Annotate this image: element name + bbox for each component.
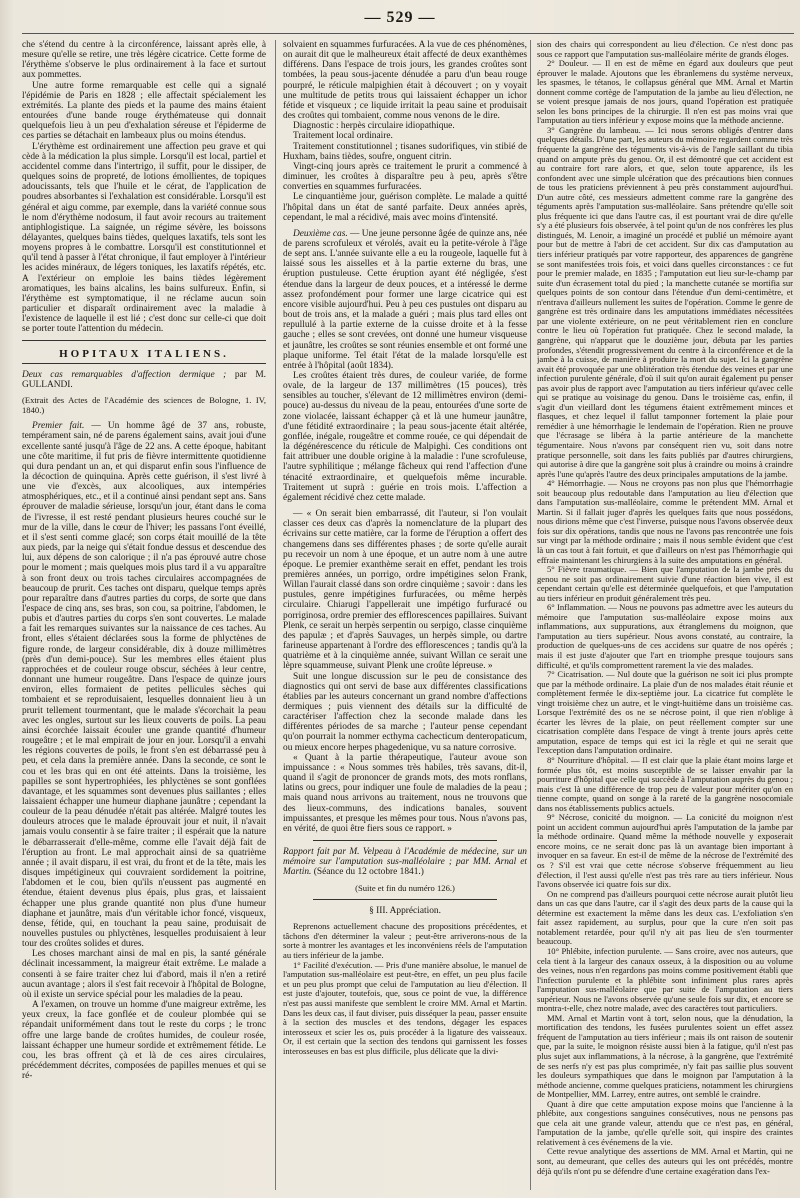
paragraph: 10° Phlébite, infection purulente. — Sans croire, avec nos auteurs, que cela tient à la largeur des canaux osseux, à la disposition ou au volume des veines, nous n'en regardons pas moins comme positivement établi que l'infection purulente et la phlébite sont infiniment plus rares après l'amputation sus-malléolaire que par suite de l'amputation au tiers supérieur. Nous ne l'avons observée qu'une seule fois sur dix, et encore se montra-t-elle, chez notre malade, avec des caractères tout particuliers.: [537, 945, 793, 1014]
paragraph: 9° Nécrose, conicité du moignon. — La conicité du moignon n'est point un accident commun aujourd'hui après l'amputation de la jambe par la méthode ordinaire. Quand même la méthode nouvelle y exposerait encore moins, ce ne serait donc pas là un avantage bien important à invoquer en sa faveur. En est-il de même de la nécrose de l'extrémité des os ? S'il est vrai que cette nécrose s'observe fréquemment au lieu d'élection, il l'est aussi qu'elle n'est pas très rare au tiers inférieur. Nous l'avons observée ici quatre fois sur dix.: [537, 812, 793, 890]
paragraph: solvaient en squammes furfuracées. A la vue de ces phénomènes, on aurait dit que le malheureux était affecté de deux exanthèmes différens. Dans l'espace de trois jours, les grandes croûtes sont tombées, la peau sous-jacente dénudée a paru d'un beau rouge pourpré, le réticule malpighien était à découvert ; on y voyait une multitude de petits trous qui laissaient échapper un ichor fétide et visqueux ; ce liquide irritait la peau saine et produisait des croûtes qui tombaient, comme nous venons de le dire.: [283, 40, 527, 122]
paragraph: On ne comprend pas d'ailleurs pourquoi cette nécrose aurait plutôt lieu dans un cas que dans l'autre, car il s'agit des deux parts de la cause qui la détermine est exactement la même dans les deux cas. L'exfoliation s'en fait assez rapidement, au surplus, pour que la cure n'en soit pas notablement retardée, pour qu'il n'y ait pas lieu de s'en tourmenter beaucoup.: [537, 888, 793, 947]
column-1: [22, 40, 266, 1190]
continued-note: (Suite et fin du numéro 126.): [355, 882, 455, 893]
column-divider: [530, 40, 531, 1190]
paragraph: L'érythème est ordinairement une affection peu grave et qui cède à la médication la plus simple. Lorsqu'il est local, partiel et accidentel comme dans l'intertrigo, il suffit, pour le dissiper, de quelques soins de propreté, de lotions émollientes, de topiques adoucissants, tels que l'huile et le cérat, de l'application de poudres absorbantes si l'exhalation est considérable. Lorsqu'il est général et aigu comme, par exemple, dans la variété connue sous le nom d'érythème nodosum, il faut avoir recours au traitement antiphlogistique. La saignée, un régime sévère, les boissons délayantes, quelques bains tièdes, quelques laxatifs, tels sont les moyens propres à le combattre. Lorsqu'il est constitutionnel et qu'il tend à passer à l'état chronique, il faut employer à l'intérieur les acides minéraux, de légers toniques, les laxatifs répétés, etc. A l'extérieur on emploie les bains tièdes légèrement aromatiques, les bains alcalins, les bains sulfureux. Enfin, si l'érythème est symptomatique, il ne réclame aucun soin particulier et disparaît ordinairement avec la maladie à l'existence de laquelle il est lié ; c'est donc sur celle-ci que doit se porter toute l'attention du médecin.: [22, 141, 266, 335]
paragraph: Le cinquantième jour, guérison complète. Le malade a quitté l'hôpital dans un état de santé parfaite. Deux années après, cependant, le mal a récidivé, mais avec moins d'intensité.: [283, 192, 527, 223]
paragraph: che s'étend du centre à la circonférence, laissant après elle, à mesure qu'elle se retire, une très légère cicatrice. Cette forme de l'érythème s'observe le plus ordinairement à la face et surtout aux pommettes.: [22, 40, 266, 81]
paragraph: Vingt-cinq jours après ce traitement le prurit a commencé à diminuer, les croûtes à disparaître peu à peu, après s'être converties en squammes furfuracées.: [283, 161, 527, 193]
paragraph: — Un homme âgé de 37 ans, robuste, tempérament sain, né de parens également sains, avait joui d'une excellente santé jusqu'à l'âge de 22 ans. A cette époque, habitant une côte maritime, il fut pris de fièvre intermittente quotidienne qui dura pendant un an, et qui disparut enfin sous l'influence de la décoction de quinquina. Après cette guérison, il s'est livré à une vie d'excès, aux alcooliques, aux intempéries atmosphériques, etc., et il a continué ainsi pendant sept ans. Sans éprouver de maladie sérieuse, lorsqu'un jour, étant dans le coma de l'ivresse, il est resté pendant plusieurs heures couché sur le mur de la ville, dans le cœur de l'hiver; les passans l'ont éveillé, et il s'est senti comme glacé; son corps était mouillé de la tête aux pieds, par la neige qui s'était fondue dessus et descendue des lui, aux dépens de son calorique ; il n'a pas éprouvé autre chose pour le moment ; mais quelques mois plus tard il a vu apparaître à son front deux ou trois taches circulaires accompagnées de beaucoup de prurit. Ces taches ont disparu, quelque temps après pour reparaître dans d'autres parties du corps, de sorte que dans l'espace de cinq ans, ses bras, son cou, sa poitrine, l'abdomen, le pubis et d'autres parties du corps s'en sont couvertes. Le malade a fait les remarques suivantes sur la naissance de ces taches. Au front, elles s'étaient déclarées sous la forme de phlyctènes de figure ronde, de largeur considérable, dix à douze millimètres (près d'un demi-pouce). Sur les membres elles étaient plus rapprochées et de couleur rouge obscur, séchées à leur centre, donnant une humeur rougeâtre. Dans l'espace de quinze jours environ, elles formaient de petites pellicules sèches qui tombaient et se reproduisaient, lesquelles donnaient lieu à un prurit tellement tourmentant, que le malade s'écorchait la peau avec les ongles, surtout sur les lieux couverts de poils. La peau ainsi écorchée laissait écouler une grande quantité d'humeur rougeâtre ; et le mal empirait de jour en jour. Lorsqu'il a envahi les régions couvertes de poils, le front s'en est débarrassé peu à peu, et cela dans la première année. Dans la seconde, ce sont le cou et les bras qui en ont été atteints. Dans la troisième, les papilles se sont hypertrophiées, les phlyctènes se sont gonflées davantage, et les squammes sont devenues plus saillantes ; elles laissaient échapper une humeur diaphane jaunâtre ; cependant la couleur de la peau dénudée n'était pas altérée. Malgré toutes les douleurs atroces que le malade éprouvait jour et nuit, il n'avait jamais voulu consentir à se faire traiter ; il espérait que la nature le débarrasserait d'elle-même, comme elle l'avait déjà fait de l'éruption au front. Le mal approchait ainsi de sa quatrième année ; il avait disparu, il est vrai, du front et de la tête, mais les disques impétigineux qui couvraient sordidement la poitrine, l'abdomen et le cou, bien qu'ils n'eussent pas augmenté en étendue, étaient devenus plus épais, plus gras, et laissaient échapper une plus grande quantité non plus d'une humeur diaphane et jaunâtre, mais d'un véritable ichor foncé, visqueux, dense, fétide, qui, en touchant la peau saine, produisait de nouvelles pustules ou phlyctènes, lesquelles produisaient à leur tour des croûtes solides et dures.: [22, 421, 266, 950]
article-title: Deux cas remarquables d'affection dermique ;: [22, 369, 227, 380]
section-rule: [22, 363, 266, 364]
article-author: par M. GULLANDI.: [22, 369, 266, 390]
paragraph: Une autre forme remarquable est celle qui a signalé l'épidémie de Paris en 1828 ; elle affectait spécialement les extrémités. La plante des pieds et la paume des mains étaient entourées d'une bande rouge érythémateuse qui donnait quelquefois lieu à un peu d'exhalation séreuse et l'épiderme de ces parties se détachait en lambeaux plus ou moins étendus.: [22, 80, 266, 142]
column-3: [537, 40, 793, 1190]
section-rule: [313, 899, 497, 900]
paragraph: Suit une longue discussion sur le peu de consistance des diagnostics qui ont servi de base aux différentes classifications établies par les auteurs concernant un grand nombre d'affections dermiques ; puis viennent des détails sur la difficulté de caractériser l'affection chez la seconde malade dans les différentes périodes de sa marche ; l'auteur pense cependant qu'on pourrait la nommer ecthyma cachecticum denteropaticum, ou mieux encore herpes phagedenique, vu sa nature corrosive.: [283, 671, 527, 753]
case-label: Premier fait.: [32, 421, 85, 432]
report-title: Rapport fait par M. Velpeau à l'Académie de médecine, sur un mémoire sur l'amputation sus-malléolaire ; par MM. Arnal et Martin.: [283, 847, 527, 878]
column-2: [283, 40, 527, 1190]
paragraph: Cette revue analytique des assertions de MM. Arnal et Martin, qui ne sont, au demeurant, que celles des auteurs qui les ont précédés, montre déjà qu'ils n'ont pu se défendre d'une certaine exagération dans l'ex-: [537, 1146, 793, 1176]
subsection-title: § III. Appréciation.: [369, 906, 441, 917]
paragraph: Les croûtes étaient très dures, de couleur variée, de forme ovale, de la largeur de 137 millimètres (15 pouces), très sensibles au toucher, s'élevant de 12 millimètres environ (demi-pouce) au-dessus du niveau de la peau, entourées d'une sorte de zone violacée, laissant échapper çà et là une humeur jaunâtre, d'une fétidité extraordinaire ; la peau sous-jacente était altérée, gonflée, inégale, rougeâtre et comme rouée, ce qui dépendait de la dégénérescence du réticule de Malpighi. Ces conditions ont fait attribuer une double origine à la maladie : l'une scrofuleuse, l'autre syphilitique ; mélange fâcheux qui rend l'affection d'une ténacité extraordinaire, et quelquefois même incurable. Traitement ut suprà : guérie en trois mois. L'affection a également récidivé chez cette malade.: [283, 371, 527, 503]
header-rule: [22, 33, 794, 34]
column-divider: [275, 40, 276, 1190]
report-date: (Séance du 12 octobre 1841.): [311, 867, 424, 878]
paragraph: A l'examen, on trouve un homme d'une maigreur extrême, les yeux creux, la face gonflée et de couleur plombée qui se répandait uniformément dans tout le reste du corps ; le tronc offre une large bande de croûtes humides, de couleur rosée, laissant échapper une humeur sordide et extrêmement fétide. Le cou, les bras offrent çà et là de ces aires circulaires, précédemment décrites, composées de papilles menues et qui se ré-: [22, 1000, 266, 1082]
paragraph: 8° Nourriture d'hôpital. — Il est clair que la plaie étant moins large et formée plus tôt, est moins susceptible de se laisser envahir par la pourriture d'hôpital que celle qui succède à l'amputation auprès du genou ; mais c'est là une différence de trop peu de valeur pour mériter qu'on en tienne compte, quand on songe à la rareté de la gangrène nosocomiale dans nos établissements publics actuels.: [537, 755, 793, 813]
section-title: HOPITAUX ITALIENS.: [59, 347, 229, 360]
paragraph: — Une jeune personne âgée de quinze ans, née de parens scrofuleux et vérolés, avait eu la petite-vérole à l'âge de sept ans. L'année suivante elle a eu la rougeole, laquelle fut à laissé sous les aisselles et à la partie externe du bras, une éruption pustuleuse. Cette éruption ayant été négligée, s'est étendue dans la largeur de deux pouces, et a intéressé le derme assez profondément pour former une large cicatrice qui est encore visible aujourd'hui. Peu à peu ces pustules ont disparu au bout de trois ans, et la malade a guéri ; mais plus tard elles ont repullulé à la partie externe de la cuisse droite et à la fesse gauche ; elles se sont crevées, ont donné une humeur visqueuse et jaunâtre, les croûtes se sont réunies ensemble et ont formé une plaque uniforme. Tel était l'état de la malade lorsqu'elle est entrée à l'hôpital (août 1834).: [283, 228, 527, 371]
paragraph: « Quant à la partie thérapeutique, l'auteur avoue son impuissance : « Nous sommes très habiles, très savans, dit-il, quand il s'agit de prononcer de grands mots, des mots ronflans, latins ou grecs, pour indiquer une foule de maladies de la peau ; mais quand nous arrivons au traitement, nous ne trouvons que des lieux-communs, des indications banales, souvent impuissantes, et presque les mêmes pour tous. Nous n'avons pas, en vérité, de quoi être fiers sous ce rapport. »: [283, 752, 527, 834]
paragraph: Quant à dire que cette amputation expose moins que l'ancienne à la phlébite, aux congestions sanguines consécutives, nous ne pensons pas que cela ait une grande valeur, attendu que ce n'est pas, en général, l'amputation de la jambe, qu'elle qu'elle soit, qui inspire des craintes relativement à ces événemens de la vie.: [537, 1098, 793, 1147]
section-rule: [22, 340, 266, 341]
paragraph: Traitement local ordinaire.: [293, 131, 393, 142]
page-number: — 529 —: [364, 9, 436, 26]
paragraph: 2° Douleur. — Il en est de même en égard aux douleurs que peut éprouver le malade. Ajoutons que les ébranlemens du système nerveux, les spasmes, le tétanos, le collapsus général que MM. Arnal et Martin donnent comme cortège de l'amputation de la jambe au lieu d'élection, ne se voient presque jamais de nos jours, quand l'opération est pratiquée selon les bons principes de la chirurgie. Il n'en est pas moins vrai que l'amputation au tiers inférieur y expose moins que la méthode ancienne.: [537, 58, 793, 126]
paragraph: 4° Hémorrhagie. — Nous ne croyons pas non plus que l'hémorrhagie soit beaucoup plus redoutable dans l'amputation au lieu d'élection que dans l'amputation sus-malléolaire, comme le prétendent MM. Arnal et Martin. Si il fallait juger d'après les quelques faits que nous possédons, nous dirions même que c'est l'inverse, puisque nous l'avons observée deux fois sur dix opérations, tandis que nous ne l'avons pas rencontrée une fois sur vingt par la méthode ordinaire ; mais il nous semble évident que c'est là un cas tout à fait fortuit, et que d'ailleurs on n'est pas l'hémorrhagie qui effraie maintenant les chirurgiens à la suite des amputations en général.: [537, 478, 793, 565]
paragraph: Les choses marchant ainsi de mal en pis, la santé générale déclinait incessamment, la maigreur était extrême. Le malade a consenti à se faire traiter chez lui d'abord, mais il n'en a retiré aucun avantage ; alors il s'est fait recevoir à l'hôpital de Bologne, où il existe un service spécial pour les maladies de la peau.: [22, 949, 266, 1000]
paragraph: 1° Facilité d'exécution. — Pris d'une manière absolue, le manuel de l'amputation sus-malléolaire est peut-être, en effet, un peu plus facile et un peu plus prompt que celui de l'amputation au lieu d'élection. Il est juste d'ajouter, toutefois, que, sous ce point de vue, la différence n'est pas aussi manifeste que semblent le croire MM. Arnal et Martin. Dans les deux cas, il faut diviser, puis disséquer la peau, passer ensuite à la section des muscles et des tendons, dégager les espaces interosseux et scier les os, puis procéder à la ligature des vaisseaux. Or, il est certain que la section des tendons qui garnissent les fosses interosseuses en bas est plus difficile, plus délicate que la divi-: [283, 959, 527, 1056]
paragraph: Reprenons actuellement chacune des propositions précédentes, et tâchons d'en déterminer la valeur ; peut-être arriverons-nous de la sorte à montrer les avantages et les inconvéniens réels de l'amputation au tiers inférieur de la jambe.: [283, 921, 527, 961]
paragraph: sion des chairs qui correspondent au lieu d'élection. Ce n'est donc pas sous ce rapport que l'amputation sus-malléolaire mérite de grands éloges.: [537, 40, 793, 59]
section-rule: [313, 840, 497, 841]
paragraph: MM. Arnal et Martin vont à tort, selon nous, que la dénudation, la mortification des tendons, les fusées purulentes soient un effet assez fréquent de l'amputation au tiers inférieur ; mais ils ont raison de soutenir que, par la suite, le moignon résiste aussi bien à la fatigue, qu'il n'est pas plus sujet aux inflammations, à la nécrose, à la gangrène, que l'extrémité de ses nerfs n'y est pas plus comprimée, n'y fait pas saillie plus souvent les douleurs sympathiques que dans le moignon par l'amputation à la méthode ancienne, comme quelques praticiens, notamment les chirurgiens de Montpellier, MM. Larrey, entre autres, ont semblé le craindre.: [537, 1012, 793, 1100]
paragraph: 3° Gangrène du lambeau. — Ici nous serons obligés d'entrer dans quelques détails. D'une part, les auteurs du mémoire regardent comme très fréquente la gangrène des téguments vis-à-vis de l'angle saillant du tibia quand on ampute près du genou. Or, il est démontré que cet accident est au contraire fort rare alors, et que, selon toute apparence, ils les confondent avec une simple ulcération que des précautions bien connues de tous les praticiens préviennent à peu près constamment aujourd'hui. D'un autre côté, ces messieurs admettent comme rare la gangrène des téguments après l'amputation sus-malléolaire. Sans prétendre qu'elle soit plus fréquente ici que dans l'autre cas, il est pourtant vrai de dire qu'elle s'y a été plusieurs fois observée, à tel point qu'un de nos confrères les plus distingués, M. Lenoir, a imaginé un procédé et publié un mémoire ayant pour but de mettre à l'abri de cet accident. Sur dix cas d'amputation au tiers inférieur pratiqués par votre rapporteur, des apparences de gangrène se sont manifestées trois fois, et voici dans quelles circonstances : ce fut pour le premier malade, en 1835 ; l'amputation eut lieu sur-le-champ par suite d'un écrasement total du pied ; la manchette cutanée se mortifia sur quelques points de son contour dans l'étendue d'un demi-centimètre, et n'entrava d'ailleurs nullement les suites de l'opération. Comme le genre de gangrène est très ordinaire dans les amputations immédiates nécessitées par une violente extérieure, on ne peut véritablement rien en conclure contre le lieu où l'opération fut pratiquée. Chez le second malade, la gangrène, qui n'apparut que le douzième jour, débuta par les parties profondes, s'étendit progressivement du centre à la circonférence et de la jambe à la cuisse, de manière à produire la mort du sujet. Ici la gangrène avait été provoquée par une oblitération très étendue des veines et par une infection purulente générale, d'où il suit qu'on aurait également pu penser pas avoir plus de rapport avec l'amputation au tiers inférieur qu'avec celle qui se pratique au voisinage du genou. Dans le troisième cas, enfin, il s'agit d'un vieillard dont les tégumens étaient extrêmement minces et flasques, et chez lequel il fallut tamponner fortement la plaie pour remédier à une hémorrhagie le lendemain de l'opération. Rien ne prouve que l'écrasage se libéra à la partie antérieure de la manchette tégumentaire. Nous n'avons par conséquent rien vu, soit dans notre pratique personnelle, soit dans les faits publiés par d'autres chirurgiens, qui autorise à dire que la gangrène soit plus à craindre ou moins à craindre après l'une qu'après l'autre des deux principales amputations de la jambe.: [537, 124, 793, 479]
article-source: (Extrait des Actes de l'Académie des sciences de Bologne, 1. IV, 1840.): [22, 395, 266, 415]
diagnosis: Diagnostic : herpès circulaire idiopathique.: [293, 121, 455, 132]
paragraph: 7° Cicatrisation. — Nul doute que la guérison ne soit ici plus prompte que par la méthode ordinaire. La plaie d'un de nos malades était réunie et complètement fermée le dix-septième jour. La cicatrice fut complète le vingt troisième chez un autre, et le vingt-huitième dans un troisième cas. Lorsque l'extrémité des os ne se nécrose point, il que rien n'oblige à écarter les lèvres de la plaie, on peut réellement compter sur une cicatrisation complète dans l'espace de vingt à trente jours après cette amputation, espace de temps qui est ici la règle et qui ne serait que l'exception dans l'amputation ordinaire.: [537, 669, 793, 756]
paragraph: 5° Fièvre traumatique. — Bien que l'amputation de la jambe près du genou ne soit pas ordinairement suivie d'une réaction bien vive, il est cependant certain qu'elle est déterminée quelquefois, et que l'amputation au tiers inférieur en produit généralement très peu.: [537, 564, 793, 603]
case-label: Deuxième cas.: [293, 228, 348, 239]
paragraph: Traitement constitutionnel ; tisanes sudorifiques, vin stibié de Huxham, bains tièdes, soufre, onguent citrin.: [283, 141, 527, 162]
paragraph: 6° Inflammation. — Nous ne pouvons pas admettre avec les auteurs du mémoire que l'amputation sus-malléolaire expose moins aux inflammations, aux suppurations, aux étranglemens du moignon, que l'amputation au tiers supérieur. Nous avons constaté, au contraire, la production de quelques-uns de ces accidens sur quatre de nos opérés ; mais il est juste d'ajouter que l'art en triomphe presque toujours sans difficulté, et qu'ils compromettent rarement la vie des malades.: [537, 602, 793, 670]
paragraph: — « On serait bien embarrassé, dit l'auteur, si l'on voulait classer ces deux cas d'après la nomenclature de la plupart des écrivains sur cette matière, car la forme de l'éruption a offert des changemens dans ses différentes phases ; de sorte qu'elle aurait pu recevoir un nom à une époque, et un autre nom à une autre époque. Le premier exanthème serait en effet, pendant les trois premières années, un porrigo, ordre impétigines selon Frank, Willan l'aurait classé dans son ordre cinquième ; savoir : dans les pustules, genre impétigines furfuracées, ou même herpès circulaire. Chiarugi l'appellerait une impétigo furfuracé ou porriginosa, ordre premier des efflorescences papillaires. Suivant Plenk, ce serait un herpès serpentin ou serpigo, classe cinquième des papulæ ; et d'après Sauvages, un herpès simple, ou dartre farineuse appartenant à l'ordre des efflorescences ; tandis qu'à la quatrième et à la cinquième année, suivant Willan ce serait une lèpre squammeuse, suivant Plenk une croûte lépreuse. »: [283, 509, 527, 672]
